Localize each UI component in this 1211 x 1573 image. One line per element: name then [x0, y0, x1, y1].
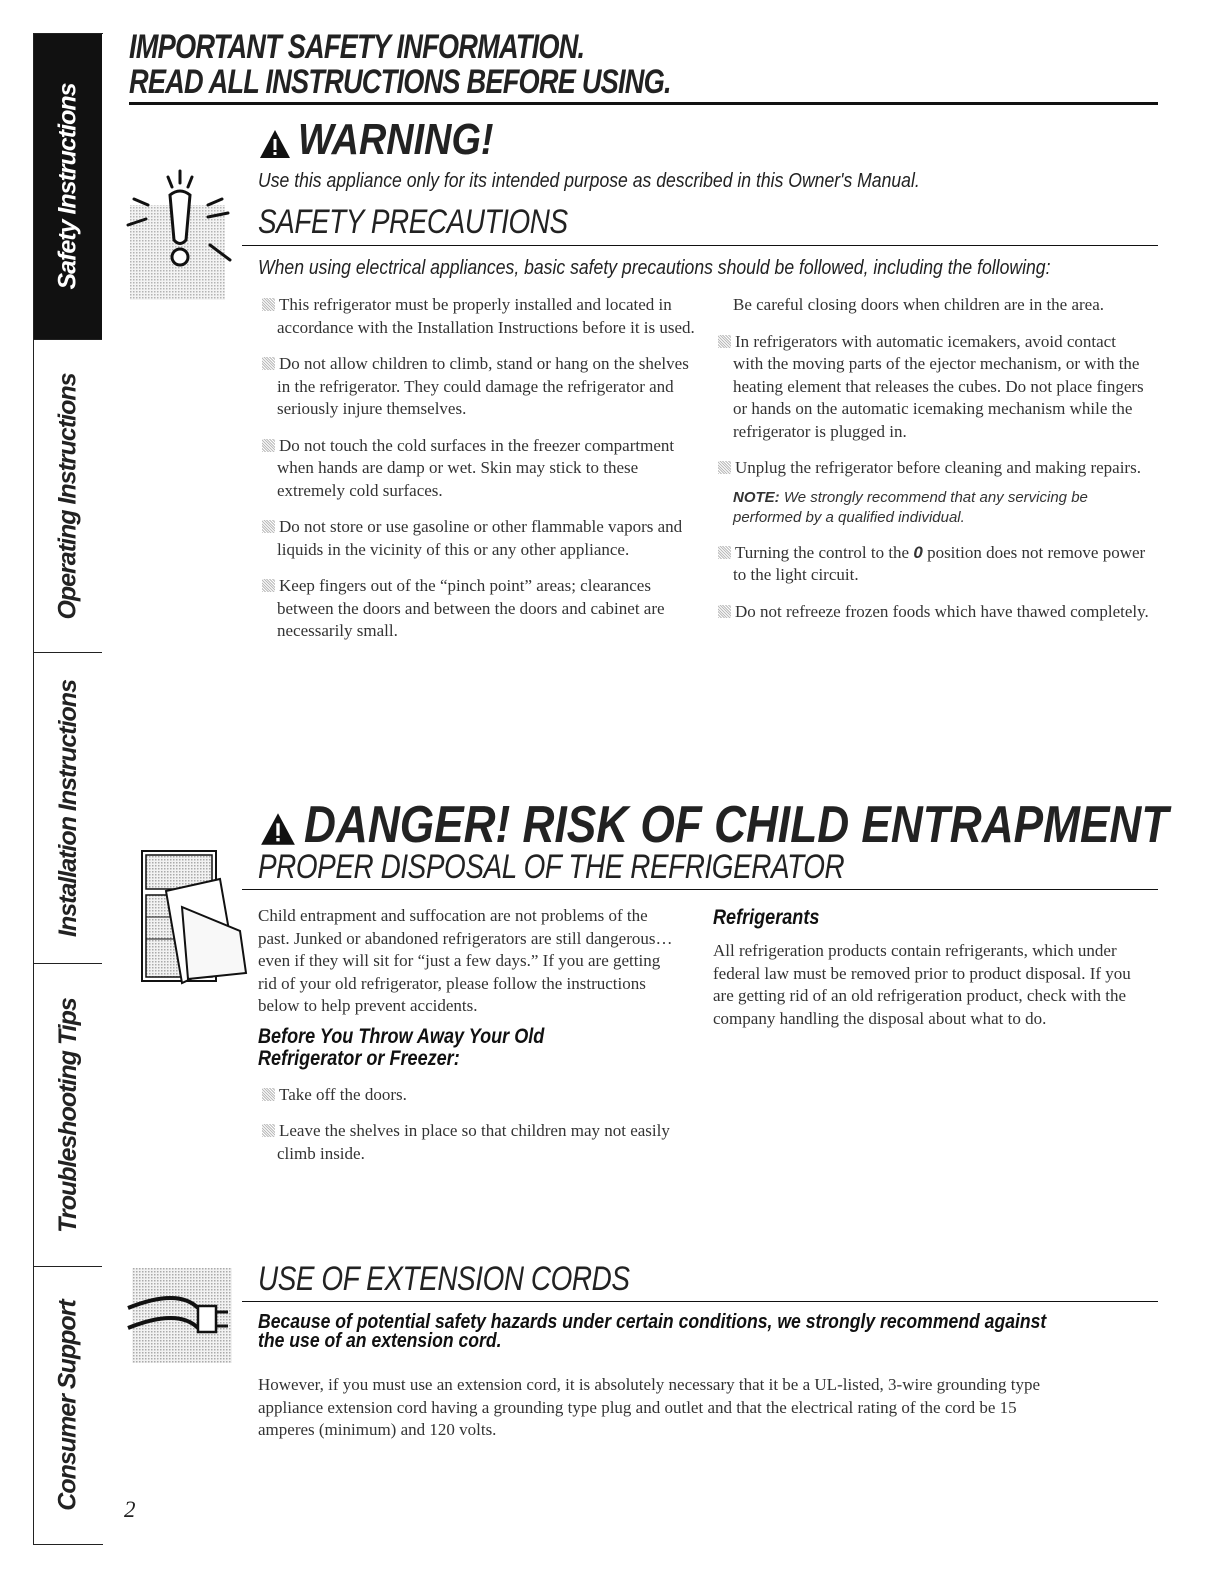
tab-label: Consumer Support	[53, 1300, 82, 1511]
safety-precautions-heading: SAFETY PRECAUTIONS	[258, 203, 568, 241]
warning-triangle-icon	[258, 811, 298, 847]
plug-cord-icon	[118, 1268, 243, 1363]
page-number: 2	[124, 1497, 136, 1522]
list-item: Leave the shelves in place so that children may not easily climb inside.	[249, 1120, 683, 1165]
extension-warning: Because of potential safety hazards under certain conditions, we strongly recommend against the use of an extension cord.	[258, 1311, 1047, 1352]
extension-cords-heading: USE OF EXTENSION CORDS	[258, 1260, 630, 1298]
safety-left-column	[249, 294, 699, 657]
list-item-continued: Be careful closing doors when children are in the area.	[733, 295, 1105, 314]
list-item: Do not allow children to climb, stand or hang on the shelves in the refrigerator. They could damage the refrigerator and seriously injure themselves.	[249, 353, 699, 421]
extension-rule	[242, 1301, 1158, 1302]
tab-installation-instructions[interactable]	[34, 653, 102, 964]
section-tabs	[33, 33, 103, 1545]
list-item: In refrigerators with automatic icemakers, avoid contact with the moving parts of the ejector mechanism, or with the heating element that releases the cubes. Do not place fingers or hands on the automatic icemaking mechanism while the refrigerator is plugged in.	[705, 331, 1150, 444]
tab-label: Safety Instructions	[53, 83, 82, 290]
warning-subtitle: Use this appliance only for its intended purpose as described in this Owner's Manual.	[258, 170, 920, 192]
disposal-rule	[242, 889, 1158, 890]
warning-title: WARNING!	[258, 115, 525, 165]
tab-label: Installation Instructions	[53, 679, 82, 937]
header-rule	[129, 102, 1158, 105]
safety-intro: When using electrical appliances, basic safety precautions should be followed, including the following:	[258, 257, 1051, 279]
safety-rule	[242, 245, 1158, 246]
tab-operating-instructions[interactable]	[34, 340, 102, 653]
refrigerator-icon	[122, 847, 252, 987]
disposal-left-column	[258, 905, 683, 1179]
list-item: Do not refreeze frozen foods which have thawed completely.	[705, 601, 1150, 624]
extension-body: However, if you must use an extension cord, it is absolutely necessary that it be a UL-listed, 3-wire grounding type appliance extension cord having a grounding type plug and outlet and that the electrical rating of the cord be 15 amperes (minimum) and 120 volts.	[258, 1375, 1041, 1439]
proper-disposal-heading: PROPER DISPOSAL OF THE REFRIGERATOR	[258, 848, 845, 886]
tab-consumer-support[interactable]	[34, 1267, 102, 1544]
list-item: This refrigerator must be properly installed and located in accordance with the Installation Instructions before it is used.	[249, 294, 699, 339]
tab-troubleshooting-tips[interactable]	[34, 964, 102, 1267]
exclamation-alert-icon	[118, 165, 240, 300]
note: NOTE: We strongly recommend that any servicing be performed by a qualified individual.	[733, 488, 1088, 526]
tab-label: Operating Instructions	[53, 372, 82, 620]
list-item: Turning the control to the 0 position does not remove power to the light circuit.	[705, 542, 1150, 587]
list-item: Unplug the refrigerator before cleaning and making repairs.	[705, 457, 1150, 480]
tab-safety-instructions[interactable]	[34, 34, 102, 340]
page-header	[129, 28, 698, 67]
header-line-2: READ ALL INSTRUCTIONS BEFORE USING.	[129, 63, 671, 101]
refrigerants-body: All refrigeration products contain refrigerants, which under federal law must be removed prior to product disposal. If you are getting rid of an old refrigeration product, check with the company handling the disposal about what to do.	[713, 941, 1131, 1028]
before-throw-away-heading: Before You Throw Away Your Old Refrigerator or Freezer:	[258, 1024, 545, 1070]
list-item: Do not touch the cold surfaces in the freezer compartment when hands are damp or wet. Skin may stick to these extremely cold surfaces.	[249, 435, 699, 503]
list-item: Do not store or use gasoline or other flammable vapors and liquids in the vicinity of this or any other appliance.	[249, 516, 699, 561]
refrigerants-heading: Refrigerants	[713, 906, 820, 929]
header-line-1: IMPORTANT SAFETY INFORMATION.	[129, 28, 585, 66]
list-item: Take off the doors.	[249, 1084, 683, 1107]
disposal-body: Child entrapment and suffocation are not problems of the past. Junked or abandoned refrigerators are still dangerous…even if they will sit for “just a few days.” If you are getting rid of your old refrigerator, please follow the instructions below to help prevent accidents.	[258, 906, 673, 1015]
danger-title: DANGER! RISK OF CHILD ENTRAPMENT	[258, 795, 1211, 855]
list-item: Keep fingers out of the “pinch point” areas; clearances between the doors and between the doors and cabinet are necessarily small.	[249, 575, 699, 643]
warning-triangle-icon	[258, 128, 292, 160]
safety-right-column	[705, 294, 1150, 637]
tab-label: Troubleshooting Tips	[53, 997, 82, 1233]
